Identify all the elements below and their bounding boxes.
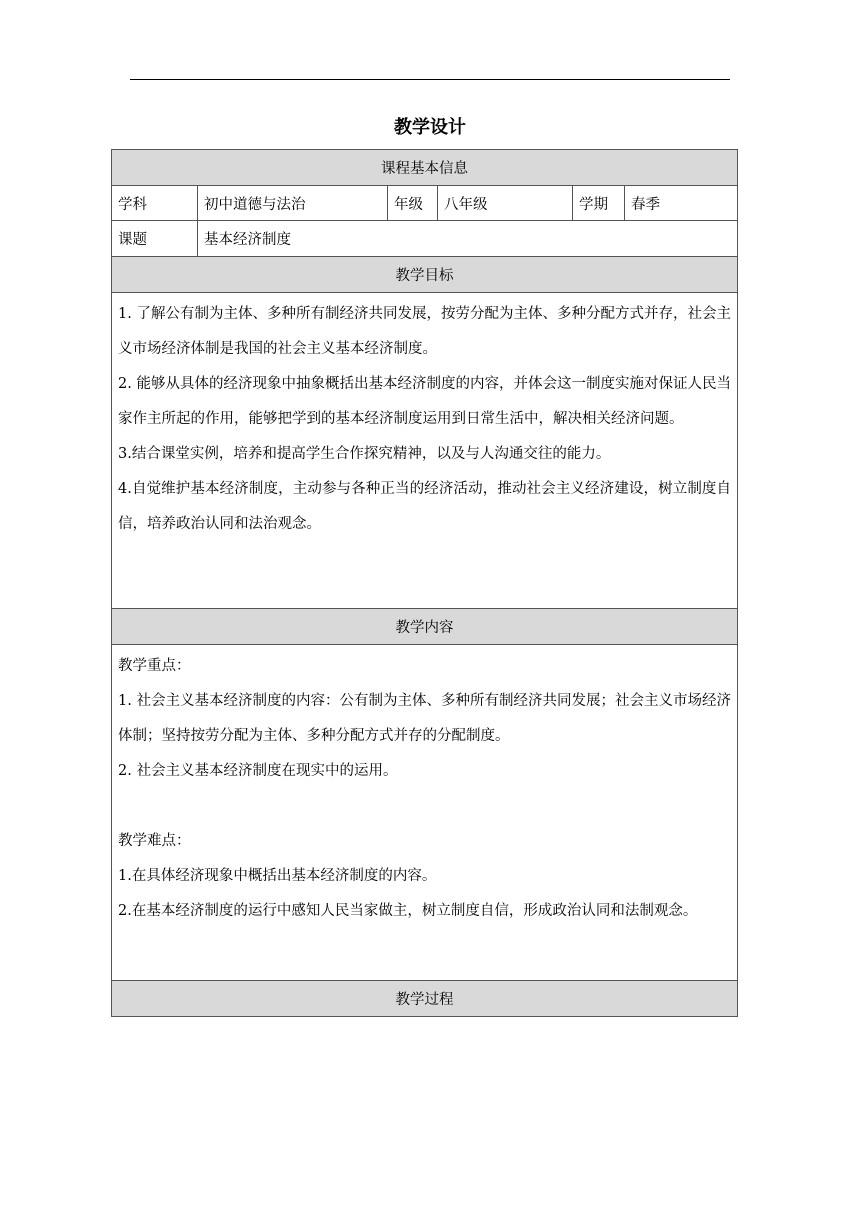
difficulty-2: 2.在基本经济制度的运行中感知人民当家做主，树立制度自信，形成政治认同和法制观念。 <box>118 903 698 919</box>
objectives-row <box>112 293 738 609</box>
grade-value: 八年级 <box>438 186 573 221</box>
key-points-label: 教学重点： <box>118 658 191 674</box>
basic-info-header: 课程基本信息 <box>112 150 738 186</box>
key-point-2: 2. 社会主义基本经济制度在现实中的运用。 <box>118 763 398 779</box>
term-value: 春季 <box>625 186 738 221</box>
difficulties-label: 教学难点： <box>118 833 191 849</box>
basic-info-row <box>112 186 738 221</box>
grade-label: 年级 <box>388 186 438 221</box>
topic-label: 课题 <box>112 221 198 257</box>
difficulty-1: 1.在具体经济现象中概括出基本经济制度的内容。 <box>118 868 437 884</box>
objectives-header: 教学目标 <box>112 257 738 293</box>
key-point-1: 1. 社会主义基本经济制度的内容：公有制为主体、多种所有制经济共同发展；社会主义市场经济体制；坚持按劳分配为主体、多种分配方式并存的分配制度。 <box>118 693 732 744</box>
subject-value: 初中道德与法治 <box>198 186 388 221</box>
lesson-plan-table <box>111 149 738 1017</box>
topic-row <box>112 221 738 257</box>
objective-item-2: 2. 能够从具体的经济现象中抽象概括出基本经济制度的内容，并体会这一制度实施对保证人民当家作主所起的作用，能够把学到的基本经济制度运用到日常生活中，解决相关经济问题。 <box>118 376 732 427</box>
subject-label: 学科 <box>112 186 198 221</box>
objectives-cell <box>112 293 738 609</box>
header-rule <box>130 79 730 80</box>
content-header: 教学内容 <box>112 609 738 645</box>
objectives-header-row <box>112 257 738 293</box>
content-header-row <box>112 609 738 645</box>
objective-item-1: 1. 了解公有制为主体、多种所有制经济共同发展，按劳分配为主体、多种分配方式并存，社会主义市场经济体制是我国的社会主义基本经济制度。 <box>118 306 732 357</box>
document-title: 教学设计 <box>394 117 466 138</box>
content-row <box>112 645 738 981</box>
objective-item-4: 4.自觉维护基本经济制度，主动参与各种正当的经济活动，推动社会主义经济建设，树立制度自信，培养政治认同和法治观念。 <box>118 481 732 532</box>
content-cell <box>112 645 738 981</box>
process-header: 教学过程 <box>112 981 738 1017</box>
objective-item-3: 3.结合课堂实例，培养和提高学生合作探究精神，以及与人沟通交往的能力。 <box>118 446 611 462</box>
basic-info-header-row <box>112 150 738 186</box>
term-label: 学期 <box>573 186 625 221</box>
topic-value: 基本经济制度 <box>198 221 738 257</box>
process-header-row <box>112 981 738 1017</box>
